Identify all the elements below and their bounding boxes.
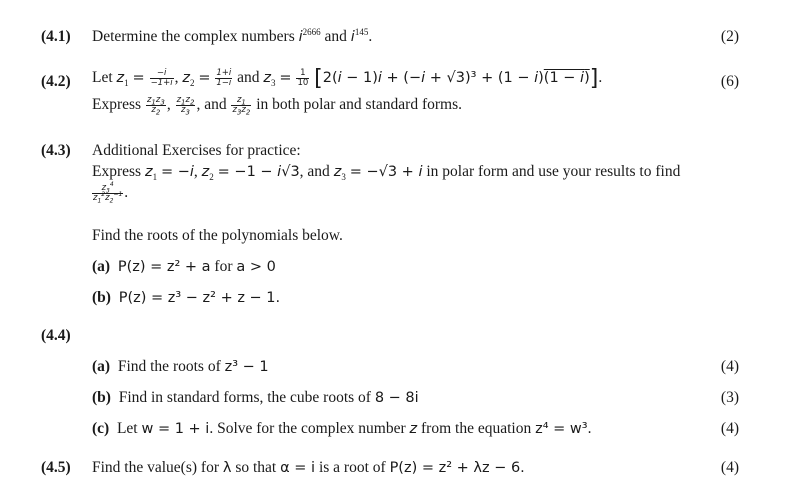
condition: a > 0 [236, 259, 276, 275]
part-a [92, 258, 276, 276]
question-lead: Express [92, 163, 145, 180]
question-text: Express $\frac{z_1z_3}{z_2}$ , $\frac{z_1z_2}{z_3}$ , and $\frac{z_1}{z_3z_2}$ in both polar and standard forms. [92, 95, 462, 117]
expression: z [409, 421, 418, 437]
part-c [92, 420, 591, 438]
expression: 8 − 8i [374, 390, 419, 406]
question-number: (4.2) [41, 73, 71, 90]
question-lead: Determine the complex numbers [92, 28, 299, 45]
question-mid: so that [231, 459, 281, 476]
question-lead: Find the value(s) for [92, 459, 223, 476]
part-a [92, 358, 269, 376]
question-text: Express $z_1 = -i$, $z_2 = -1 - i√3$, and $z_3 = -√3 + i$ in polar form and use your results to find [92, 163, 681, 183]
fraction-expression: $\frac{z_3^4}{z_1^2z_2^{-1}}$ . [93, 181, 129, 205]
question-and: , and [196, 96, 231, 114]
question-and: and [233, 69, 264, 86]
marks: (4) [720, 420, 739, 437]
part-label: (b) [92, 289, 111, 306]
part-label: (c) [92, 420, 110, 437]
polynomial: P(z) = z³ − z² + z − 1. [118, 290, 281, 306]
question-tail: in polar form and use your results to find [422, 163, 681, 180]
question-mid: is a root of [315, 459, 390, 476]
marks: (3) [720, 389, 739, 406]
expression: z³ − 1 [224, 359, 269, 375]
expression: z⁴ = w³ [535, 421, 588, 437]
part-text: . Solve for the complex number [209, 420, 410, 437]
question-mid: and [320, 28, 351, 45]
question-text: Let $z_1$ = $\frac{-i}{-1+i}$ , $z_2$ = $\frac{1+i}{1-i}$ and $z_3$ = $\frac{1}{10}$ [2(i − 1)i + (−i + √3)³ + (1 − i)(1 − i)]. [92, 66, 603, 91]
question-number: (4.1) [41, 28, 71, 45]
marks: (4) [720, 358, 739, 375]
part-text: from the equation [417, 420, 536, 437]
question-and: , and [299, 163, 334, 180]
question-comma: , [166, 96, 175, 114]
part-text: Let [116, 420, 142, 437]
question-express: Express [92, 96, 145, 114]
expression: w = 1 + i [141, 421, 210, 437]
polynomial: P(z) = z² + λz − 6. [389, 460, 525, 476]
question-number: (4.5) [41, 459, 71, 476]
question-text [92, 459, 525, 477]
marks: (4) [720, 459, 739, 476]
question-number: (4.4) [41, 327, 71, 344]
marks: (2) [720, 28, 739, 45]
part-tail: for [210, 258, 237, 275]
question-end: . [368, 28, 373, 45]
part-text: . [587, 420, 592, 437]
question-tail: in both polar and standard forms. [252, 96, 462, 114]
alpha-expression: α = i [280, 460, 316, 476]
question-title: Additional Exercises for practice: [92, 142, 301, 159]
question-lead: Let [92, 69, 117, 86]
part-label: (a) [92, 258, 111, 275]
part-label: (a) [92, 358, 111, 375]
part-b [92, 389, 419, 407]
question-number: (4.3) [41, 142, 71, 159]
part-text: Find the roots of [117, 358, 225, 375]
marks: (6) [720, 73, 739, 90]
roots-prompt: Find the roots of the polynomials below. [92, 227, 343, 244]
part-b [92, 289, 280, 307]
question-text: Determine the complex numbers $i^{2666}$ and $i^{145}$. [92, 26, 373, 45]
part-label: (b) [92, 389, 111, 406]
polynomial: P(z) = z² + a [117, 259, 211, 275]
part-text: Find in standard forms, the cube roots of [118, 389, 375, 406]
lambda-symbol: λ [222, 460, 232, 476]
